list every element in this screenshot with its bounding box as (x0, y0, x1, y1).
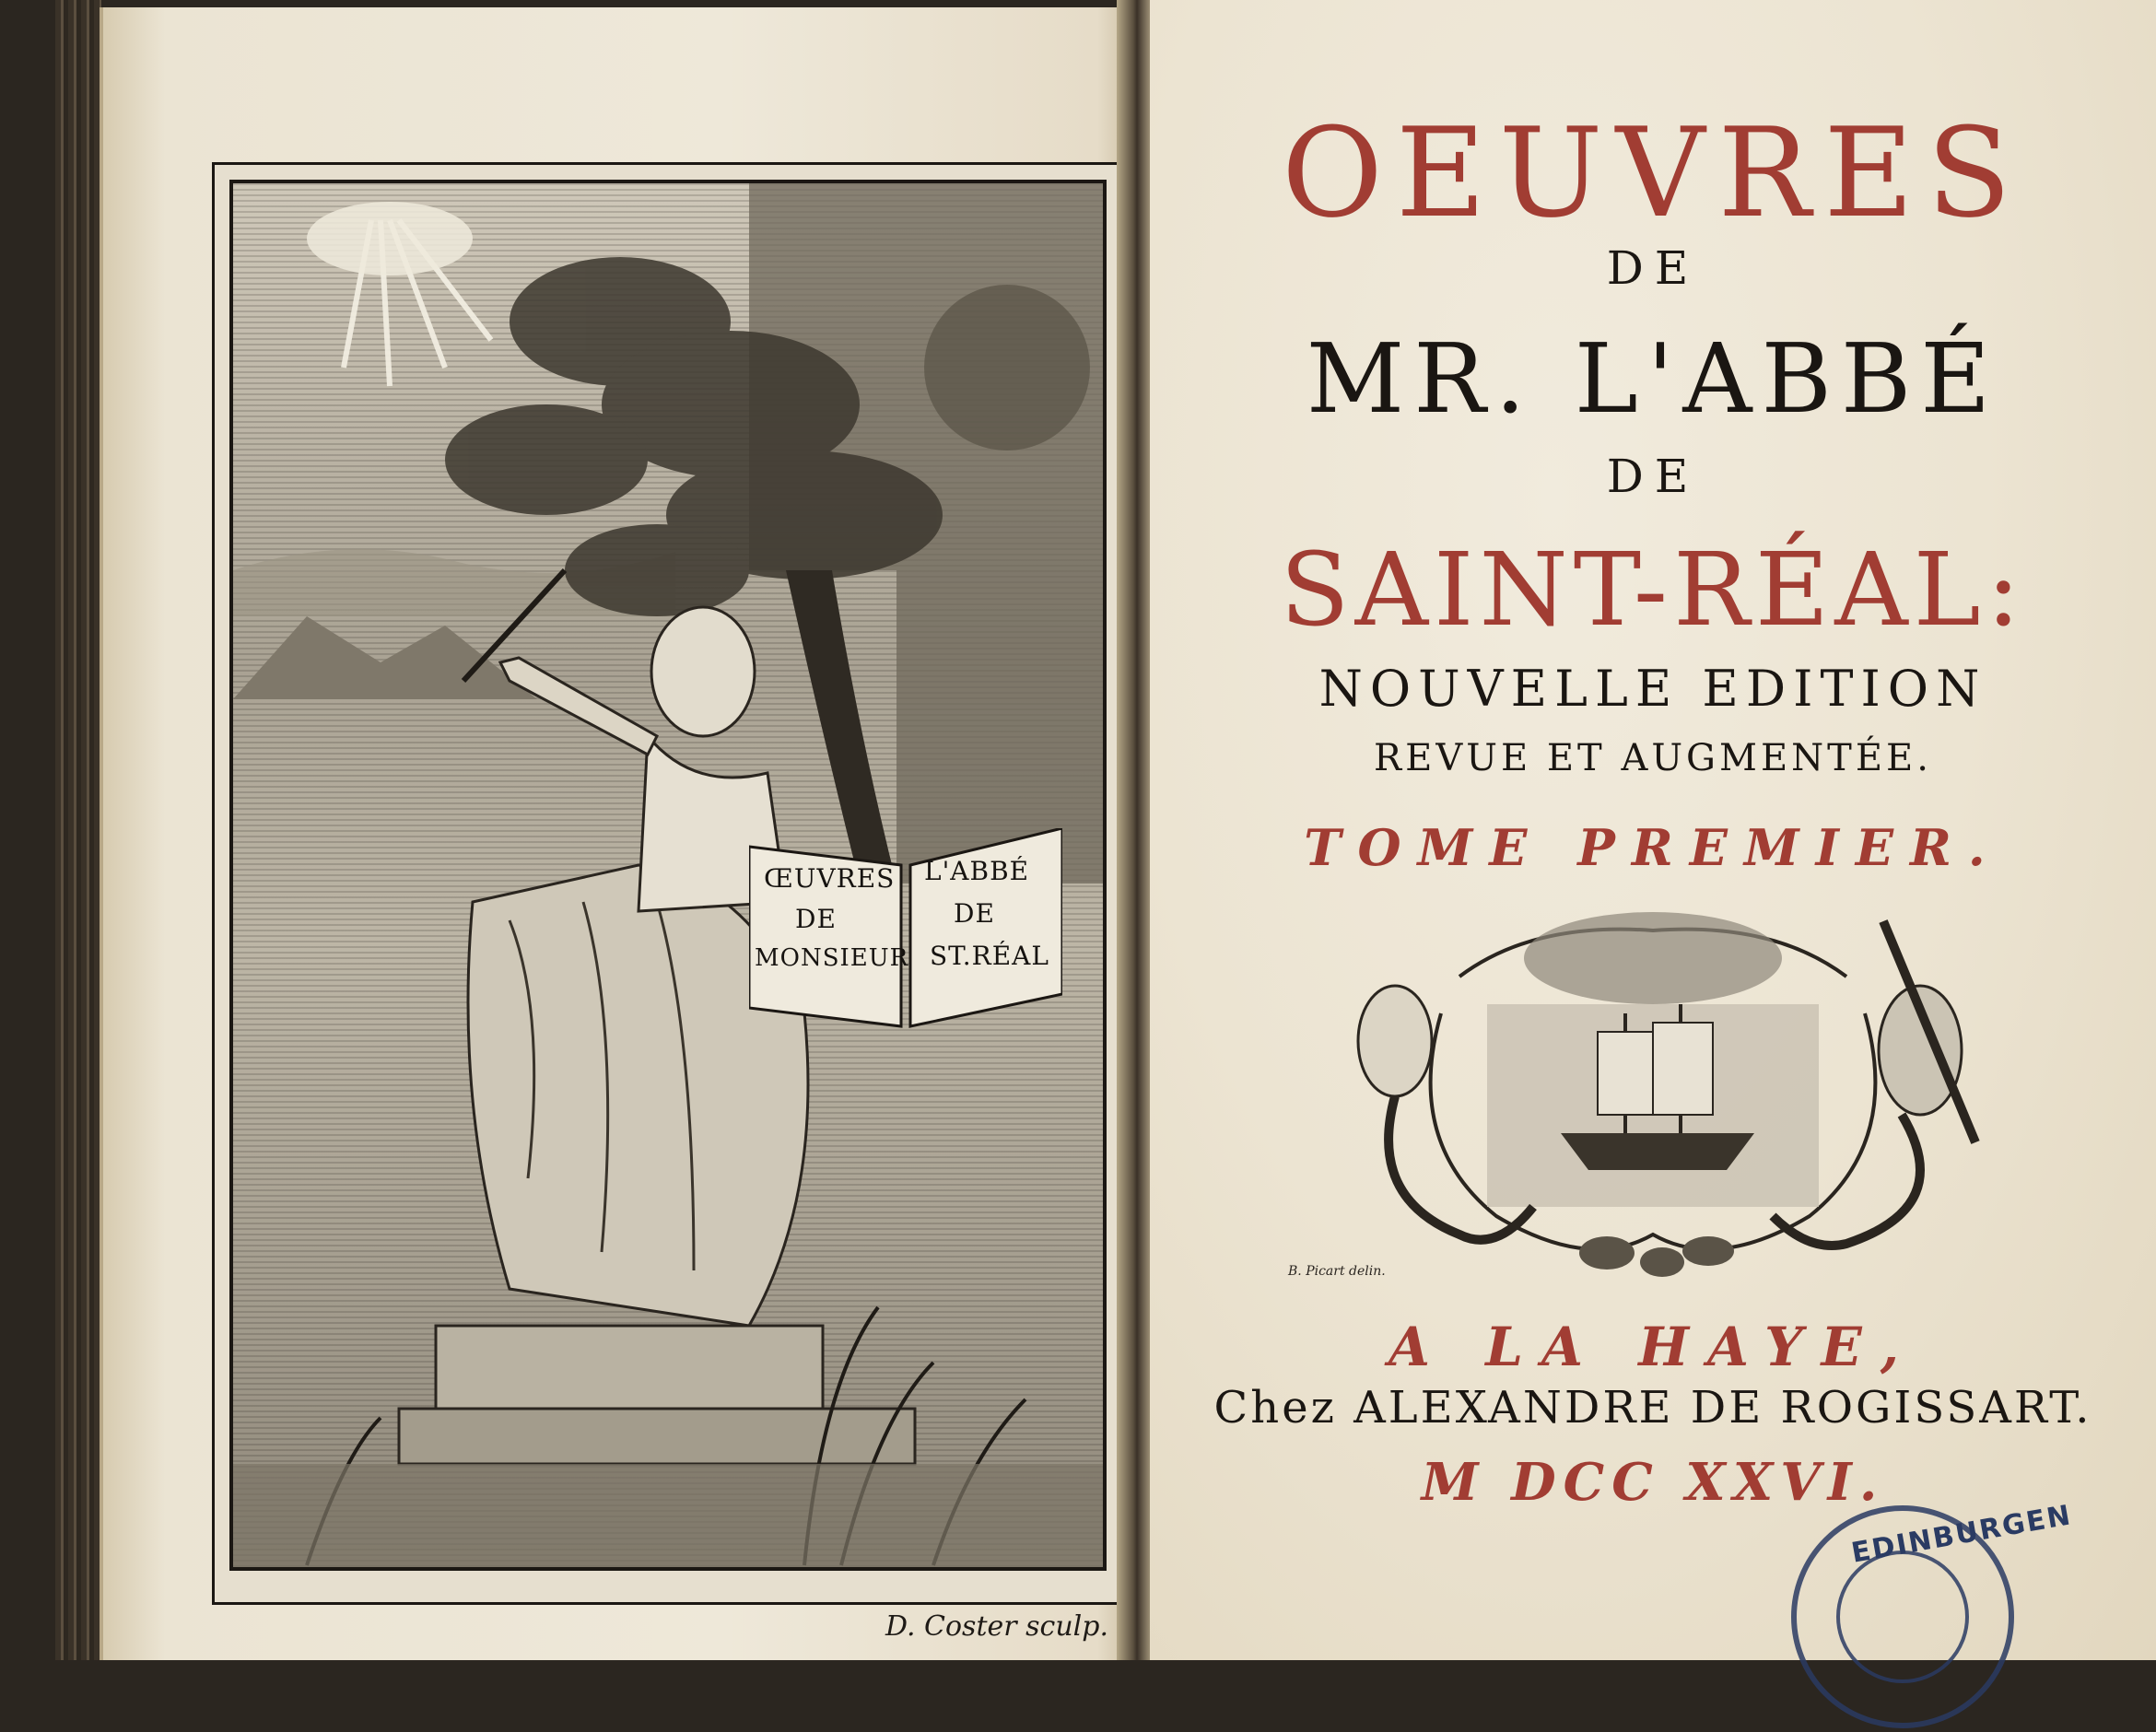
raised-arm (500, 658, 657, 755)
title-page (1150, 0, 2156, 1660)
ground (233, 1464, 1103, 1567)
page-edges (55, 0, 101, 1660)
book-right-line-1: L'ABBÉ (924, 856, 1030, 886)
muse-head (651, 607, 755, 736)
title-de-1: DE (1606, 241, 1700, 295)
book-right-line-3: ST.RÉAL (930, 941, 1049, 971)
edition-line: NOUVELLE EDITION (1318, 660, 1987, 718)
title-author-prefix: MR. L'ABBÉ (1306, 322, 2000, 435)
mountains (233, 616, 537, 699)
book-left-line-1: ŒUVRES (764, 863, 896, 894)
medallion-portrait (924, 285, 1090, 451)
engraving-image (229, 180, 1107, 1571)
vignette-credit: B. Picart delin. (1288, 1264, 1386, 1279)
stone-step (436, 1326, 823, 1409)
stone-base (399, 1409, 915, 1464)
ship-vignette (1257, 903, 2049, 1290)
imprint-printer: Chez ALEXANDRE DE ROGISSART. (1213, 1382, 2092, 1434)
title-de-2: DE (1606, 450, 1700, 503)
library-stamp-text: EDINBURGEN (1848, 1499, 2075, 1570)
cherubs-clouds (1524, 912, 1782, 1004)
engraver-credit: D. Coster sculp. (885, 1610, 1108, 1643)
imprint-year: M DCC XXVI. (1421, 1452, 1885, 1513)
book-left-line-3: MONSIEUR (755, 944, 909, 972)
shells-ornament (1579, 1236, 1734, 1277)
book-right-line-2: DE (954, 898, 995, 929)
light-cloud (307, 202, 473, 275)
book-left-line-2: DE (795, 904, 837, 934)
volume-line: TOME PREMIER. (1304, 818, 2002, 877)
book-gutter (1117, 0, 1154, 1660)
open-book (749, 828, 1062, 1031)
engraving-plate (212, 162, 1120, 1643)
title-saint-real: SAINT-RÉAL: (1280, 531, 2026, 649)
revision-line: REVUE ET AUGMENTÉE. (1374, 737, 1932, 779)
title-oeuvres: OEUVRES (1282, 101, 2024, 245)
imprint-place: A LA HAYE, (1389, 1316, 1917, 1378)
